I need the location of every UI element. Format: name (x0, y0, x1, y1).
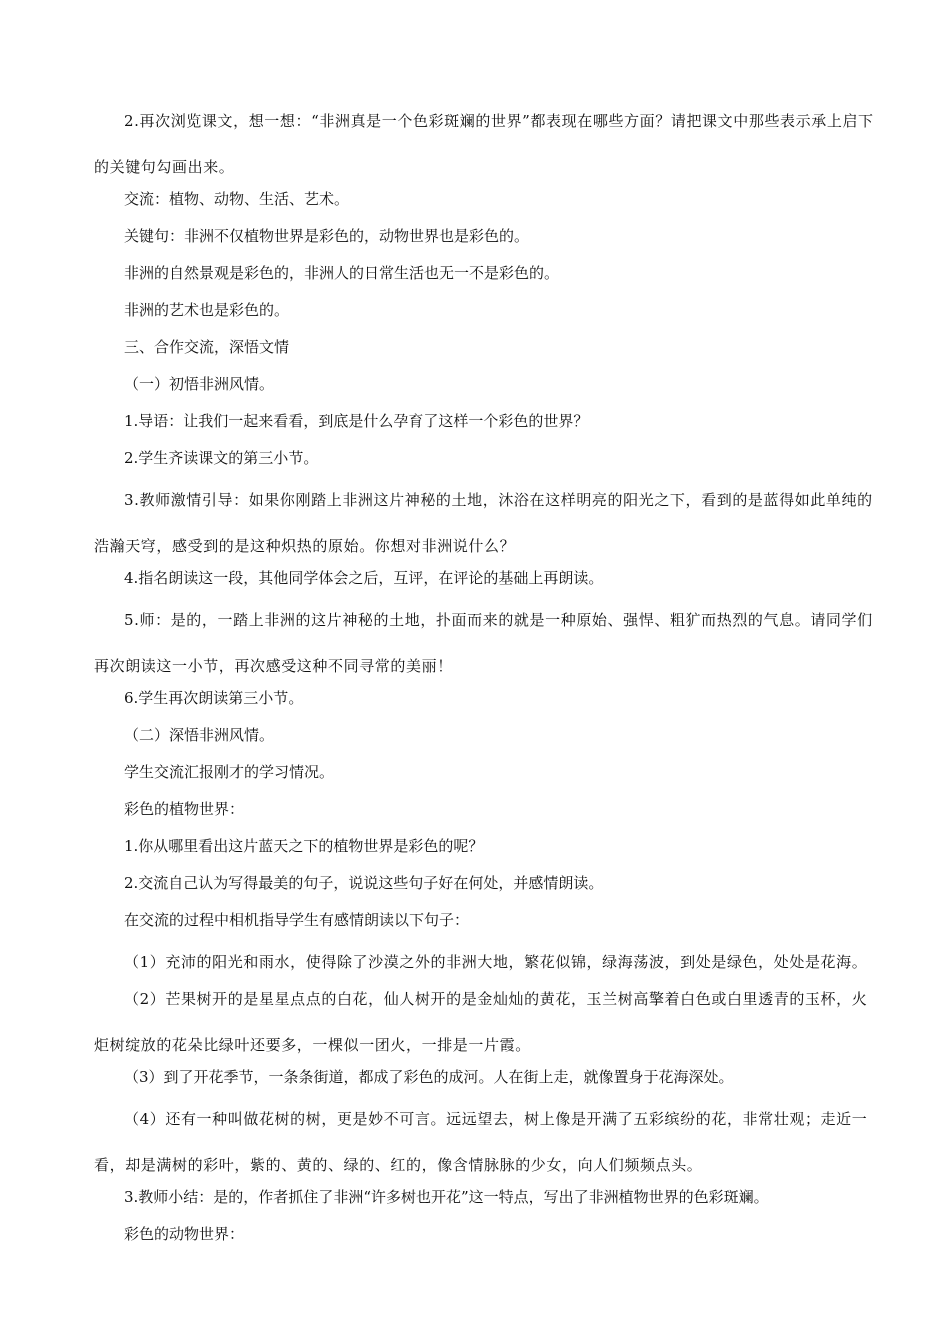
paragraph: 1.你从哪里看出这片蓝天之下的植物世界是彩色的呢？ (124, 837, 484, 855)
document-body (94, 98, 874, 1253)
paragraph: 2.学生齐读课文的第三小节。 (124, 449, 319, 467)
paragraph: （1）充沛的阳光和雨水，使得除了沙漠之外的非洲大地，繁花似锦，绿海荡波，到处是绿色，处处是花海。 (124, 953, 868, 971)
paragraph: 6.学生再次朗读第三小节。 (124, 689, 304, 707)
paragraph: 在交流的过程中相机指导学生有感情朗读以下句子： (124, 911, 470, 929)
paragraph: 关键句：非洲不仅植物世界是彩色的，动物世界也是彩色的。 (124, 227, 530, 245)
paragraph: 3.教师小结：是的，作者抓住了非洲“许多树也开花”这一特点，写出了非洲植物世界的色彩斑斓。 (124, 1188, 769, 1206)
paragraph: 5.师：是的，一踏上非洲的这片神秘的土地，扑面而来的就是一种原始、强悍、粗犷而热烈的气息。请同学们再次朗读这一小节，再次感受这种不同寻常的美丽！ (94, 611, 873, 675)
paragraph: 彩色的动物世界： (124, 1225, 245, 1243)
paragraph: 2.交流自己认为写得最美的句子，说说这些句子好在何处，并感情朗读。 (124, 874, 604, 892)
paragraph: （2）芒果树开的是星星点点的白花，仙人树开的是金灿灿的黄花，玉兰树高擎着白色或白里透青的玉杯，火炬树绽放的花朵比绿叶还要多，一棵似一团火，一排是一片霞。 (94, 990, 868, 1054)
paragraph: （一）初悟非洲风情。 (124, 375, 275, 393)
paragraph: 1.导语：让我们一起来看看，到底是什么孕育了这样一个彩色的世界？ (124, 412, 589, 430)
paragraph: 非洲的自然景观是彩色的，非洲人的日常生活也无一不是彩色的。 (124, 264, 560, 282)
paragraph: （3）到了开花季节，一条条街道，都成了彩色的成河。人在街上走，就像置身于花海深处。 (124, 1068, 734, 1086)
paragraph: 交流：植物、动物、生活、艺术。 (124, 190, 350, 208)
paragraph: （二）深悟非洲风情。 (124, 726, 275, 744)
paragraph: 三、合作交流，深悟文情 (124, 338, 290, 356)
paragraph: 4.指名朗读这一段，其他同学体会之后，互评，在评论的基础上再朗读。 (124, 569, 604, 587)
paragraph: 非洲的艺术也是彩色的。 (124, 301, 290, 319)
paragraph: （4）还有一种叫做花树的树，更是妙不可言。远远望去，树上像是开满了五彩缤纷的花，非常壮观；走近一看，却是满树的彩叶，紫的、黄的、绿的、红的，像含情脉脉的少女，向人们频频点头。 (94, 1110, 868, 1174)
paragraph: 3.教师激情引导：如果你刚踏上非洲这片神秘的土地，沐浴在这样明亮的阳光之下，看到的是蓝得如此单纯的浩瀚天穹，感受到的是这种炽热的原始。你想对非洲说什么？ (94, 491, 873, 555)
paragraph: 彩色的植物世界： (124, 800, 245, 818)
paragraph: 2.再次浏览课文，想一想：“非洲真是一个色彩斑斓的世界”都表现在哪些方面？请把课文中那些表示承上启下的关键句勾画出来。 (94, 112, 874, 176)
paragraph: 学生交流汇报刚才的学习情况。 (124, 763, 335, 781)
